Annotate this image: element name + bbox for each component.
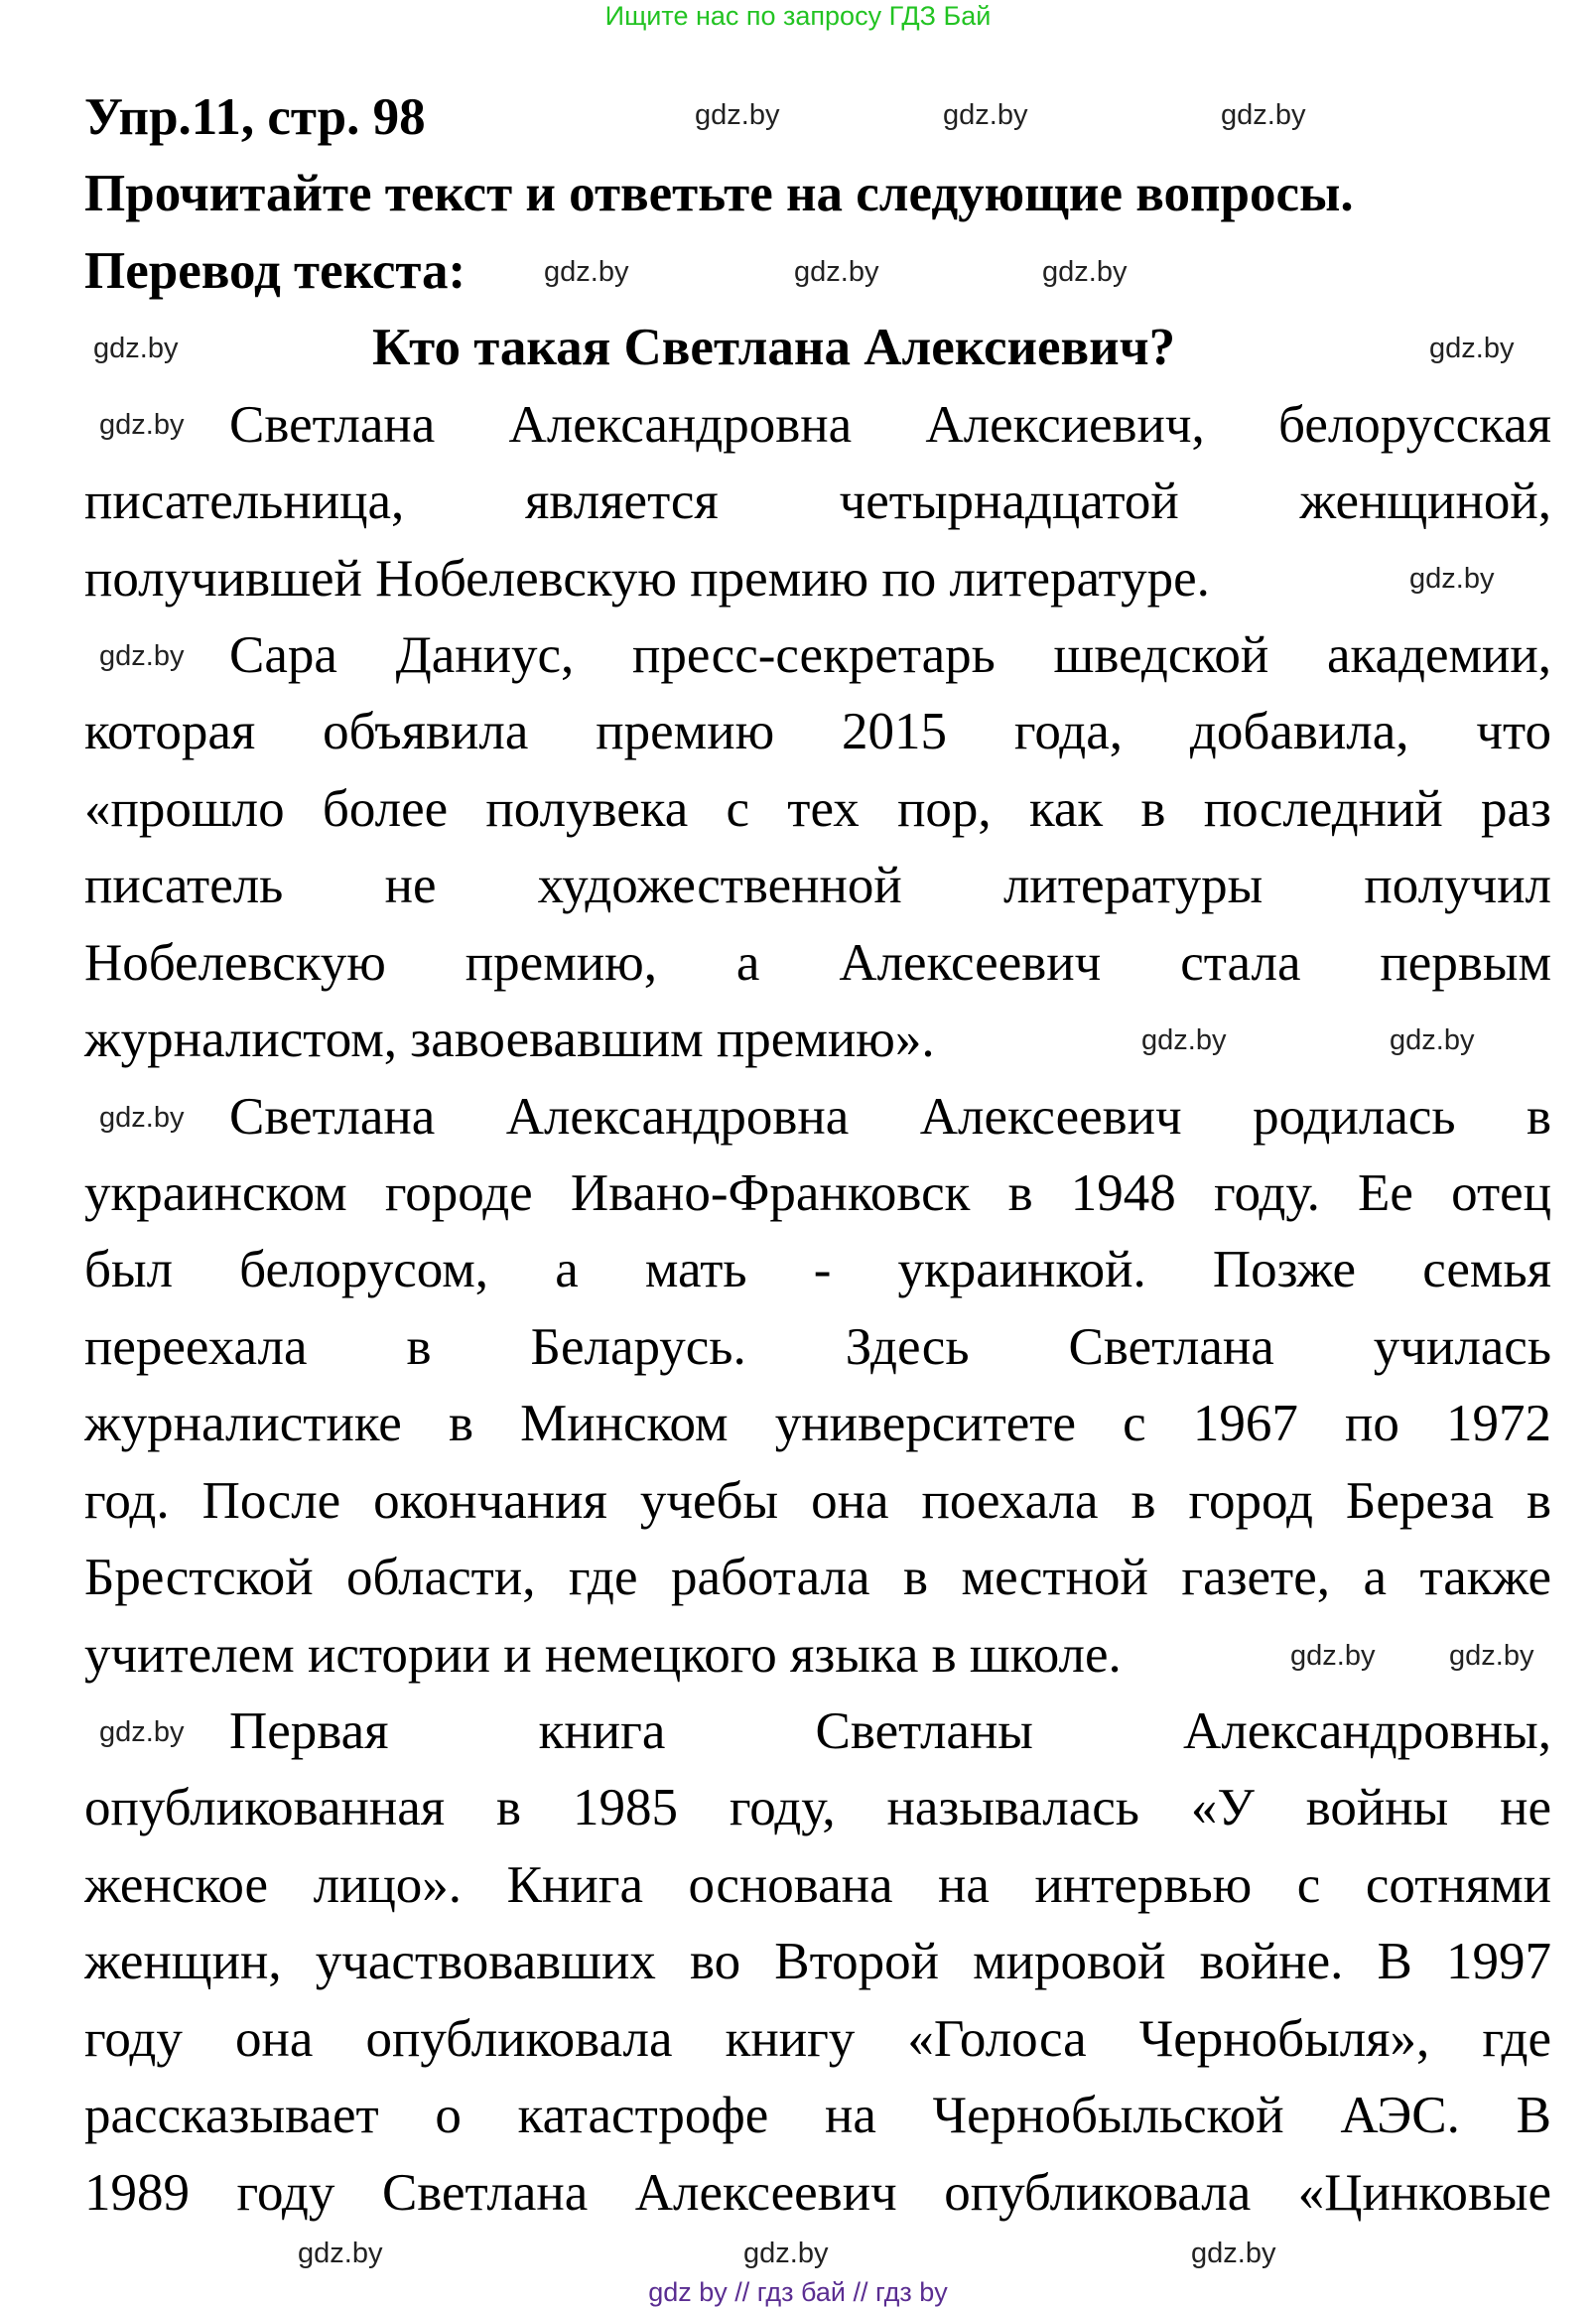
watermark: gdz.by: [1290, 1640, 1376, 1672]
text-line: женское лицо». Книга основана на интервью с сотнями: [84, 1856, 1551, 1914]
text-line: Первая книга Светланы Александровны,: [229, 1702, 1551, 1760]
text-line: которая объявила премию 2015 года, добавила, что: [84, 703, 1551, 760]
watermark: gdz.by: [99, 409, 185, 441]
text-line: получившей Нобелевскую премию по литературе.: [84, 550, 1210, 608]
translation-label: Перевод текста:: [84, 242, 466, 300]
text-line: переехала в Беларусь. Здесь Светлана училась: [84, 1318, 1551, 1376]
text-line: «прошло более полувека с тех пор, как в последний раз: [84, 780, 1551, 838]
text-line: украинском городе Ивано-Франковск в 1948 году. Ее отец: [84, 1164, 1551, 1222]
text-line: женщин, участвовавших во Второй мировой войне. В 1997: [84, 1933, 1551, 1990]
text-line: рассказывает о катастрофе на Чернобыльской АЭС. В: [84, 2087, 1551, 2144]
watermark: gdz.by: [1429, 333, 1515, 364]
watermark: gdz.by: [99, 1102, 185, 1134]
watermark: gdz.by: [99, 640, 185, 672]
watermark: gdz.by: [1221, 99, 1306, 131]
watermark: gdz.by: [1409, 563, 1495, 595]
watermark: gdz.by: [1141, 1024, 1227, 1056]
text-line: был белорусом, а мать - украинкой. Позже семья: [84, 1241, 1551, 1298]
text-line: писатель не художественной литературы получил: [84, 857, 1551, 914]
text-line: учителем истории и немецкого языка в школе.: [84, 1626, 1122, 1684]
watermark: gdz.by: [943, 99, 1028, 131]
text-line: журналистом, завоевавшим премию».: [84, 1011, 935, 1068]
watermark: gdz.by: [1390, 1024, 1475, 1056]
watermark: gdz.by: [695, 99, 780, 131]
text-line: писательница, является четырнадцатой женщиной,: [84, 473, 1551, 530]
text-line: 1989 году Светлана Алексеевич опубликовала «Цинковые: [84, 2164, 1551, 2222]
watermark: gdz.by: [1042, 256, 1128, 288]
text-line: Сара Даниус, пресс-секретарь шведской академии,: [229, 626, 1551, 684]
text-line: журналистике в Минском университете с 1967 по 1972: [84, 1395, 1551, 1452]
text-title: Кто такая Светлана Алексиевич?: [372, 319, 1176, 376]
top-banner: Ищите нас по запросу ГДЗ Бай: [604, 1, 992, 31]
text-line: Брестской области, где работала в местной газете, а также: [84, 1549, 1551, 1606]
footer-link[interactable]: gdz by // гдз бай // гдз by: [648, 2277, 948, 2307]
text-line: опубликованная в 1985 году, называлась «У войны не: [84, 1779, 1551, 1836]
watermark: gdz.by: [1449, 1640, 1534, 1672]
text-line: году она опубликовала книгу «Голоса Чернобыля», где: [84, 2010, 1551, 2068]
watermark: gdz.by: [794, 256, 879, 288]
text-line: Светлана Александровна Алексиевич, белорусская: [229, 396, 1551, 454]
watermark: gdz.by: [544, 256, 629, 288]
text-line: Светлана Александровна Алексеевич родилась в: [229, 1088, 1551, 1146]
watermark: gdz.by: [99, 1716, 185, 1748]
watermark: gdz.by: [743, 2238, 829, 2269]
task-heading: Прочитайте текст и ответьте на следующие вопросы.: [84, 165, 1354, 222]
text-line: год. После окончания учебы она поехала в город Береза в: [84, 1472, 1551, 1530]
watermark: gdz.by: [93, 333, 179, 364]
text-line: Нобелевскую премию, а Алексеевич стала первым: [84, 934, 1551, 992]
watermark: gdz.by: [1191, 2238, 1276, 2269]
exercise-heading: Упр.11, стр. 98: [84, 88, 426, 146]
watermark: gdz.by: [298, 2238, 383, 2269]
